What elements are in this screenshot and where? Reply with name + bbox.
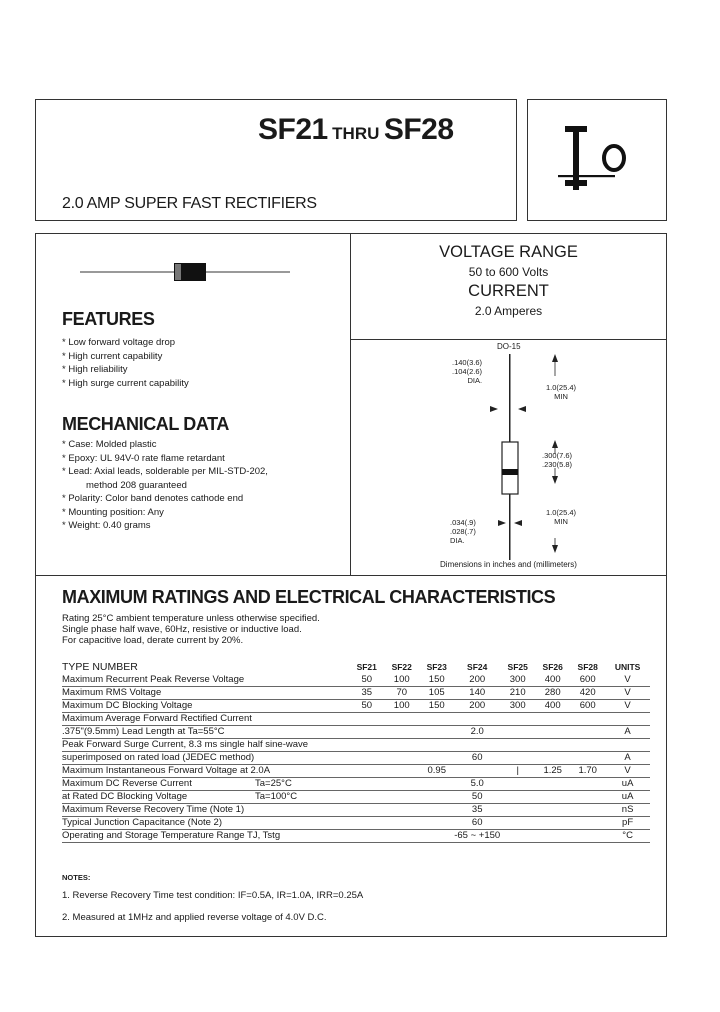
- list-item: * Case: Molded plastic: [62, 439, 157, 450]
- table-row: [62, 765, 650, 778]
- row-label-text: Maximum Instantaneous Forward Voltage at 2.0A: [62, 765, 271, 776]
- cell-value: [349, 726, 384, 739]
- body-len-dim: [542, 451, 572, 469]
- lead-len-bottom-dim: [546, 508, 576, 526]
- cell-value: [570, 713, 605, 726]
- cell-value: [500, 804, 535, 817]
- cell-value: 105: [428, 687, 445, 698]
- ratings-intro: [62, 613, 320, 646]
- note-1: 1. Reverse Recovery Time test condition: IF=0.5A, IR=1.0A, IRR=0.25A: [62, 890, 364, 901]
- note-2: 2. Measured at 1MHz and applied reverse voltage of 4.0V D.C.: [62, 912, 327, 923]
- cell-value: [384, 765, 419, 778]
- cell-value: 2.0: [470, 726, 484, 737]
- cell-value: [454, 765, 500, 778]
- cell-value: [349, 765, 384, 778]
- dim-text: .140(3.6): [452, 358, 483, 367]
- voltage-value: 50 to 600 Volts: [468, 265, 549, 279]
- cell-value: 100: [393, 700, 410, 711]
- column-header: SF24: [467, 662, 488, 672]
- list-item: method 208 guaranteed: [86, 479, 187, 491]
- row-label-text: Maximum Reverse Recovery Time (Note 1): [62, 804, 245, 815]
- row-label: [62, 830, 349, 843]
- cell-value: [384, 830, 419, 843]
- cell-value: |: [516, 765, 519, 776]
- intro-line: For capacitive load, derate current by 20%.: [62, 635, 244, 646]
- cell-value: [535, 752, 570, 765]
- list-item: * Polarity: Color band denotes cathode end: [62, 493, 244, 504]
- table-row: [62, 817, 650, 830]
- cell-value: [349, 804, 384, 817]
- dim-text: .300(7.6): [542, 451, 573, 460]
- column-header: SF28: [577, 662, 598, 672]
- cell-value: [419, 778, 454, 791]
- cell-value: [535, 830, 570, 843]
- cell-value: [419, 817, 454, 830]
- cell-value: 1.25: [543, 765, 562, 776]
- table-row: [62, 804, 650, 817]
- dim-text: MIN: [554, 392, 568, 401]
- dim-text: .230(5.8): [542, 460, 573, 469]
- intro-line: Single phase half wave, 60Hz, resistive or inductive load.: [62, 624, 302, 635]
- cell-unit: nS: [621, 804, 634, 815]
- cell-value: [384, 739, 419, 752]
- table-row: [62, 674, 650, 687]
- table-header-row: [62, 660, 650, 674]
- dim-text: 1.0(25.4): [546, 508, 577, 517]
- cell-unit: uA: [621, 791, 634, 802]
- row-condition: Ta=100°C: [255, 791, 298, 802]
- list-item: * High surge current capability: [62, 377, 189, 389]
- units-header: UNITS: [614, 662, 641, 672]
- row-label-text: Operating and Storage Temperature Range TJ, Tstg: [62, 830, 281, 841]
- table-row: [62, 713, 650, 726]
- cell-value: 50: [361, 674, 373, 685]
- row-label-text: at Rated DC Blocking Voltage: [62, 791, 188, 802]
- dim-text: 1.0(25.4): [546, 383, 577, 392]
- cell-value: [500, 791, 535, 804]
- cell-value: 35: [361, 687, 373, 698]
- cell-unit: V: [624, 765, 631, 776]
- part-title: [258, 113, 454, 147]
- cell-value: 5.0: [470, 778, 484, 789]
- brand-logo: [555, 118, 645, 198]
- cell-value: 420: [579, 687, 596, 698]
- cell-value: [419, 713, 454, 726]
- row-label-text: Maximum DC Reverse Current: [62, 778, 192, 789]
- list-item: * Mounting position: Any: [62, 506, 164, 518]
- cell-value: 50: [471, 791, 483, 802]
- cell-value: [349, 752, 384, 765]
- table-row: [62, 752, 650, 765]
- range-block: [350, 243, 667, 318]
- cell-value: [500, 739, 535, 752]
- cell-value: [384, 752, 419, 765]
- cell-unit: °C: [622, 830, 633, 841]
- table-row: [62, 726, 650, 739]
- cell-value: [419, 791, 454, 804]
- list-item: * Weight: 0.40 grams: [62, 520, 151, 531]
- list-item: * Lead: Axial leads, solderable per MIL-STD-202,: [62, 466, 268, 477]
- table-row: [62, 778, 650, 791]
- row-label: [62, 778, 349, 791]
- table-row: [62, 687, 650, 700]
- cell-unit: pF: [622, 817, 634, 828]
- list-item: * High current capability: [62, 350, 163, 362]
- cell-value: [500, 817, 535, 830]
- table-row: [62, 830, 650, 843]
- current-title: CURRENT: [468, 282, 549, 300]
- cell-value: 100: [393, 674, 410, 685]
- cell-unit: A: [624, 726, 631, 737]
- cell-value: 600: [579, 674, 596, 685]
- cell-value: 280: [544, 687, 561, 698]
- cell-value: [500, 830, 535, 843]
- features-list: [62, 336, 189, 390]
- cell-value: [384, 713, 419, 726]
- cell-value: [500, 713, 535, 726]
- column-header: SF22: [391, 662, 412, 672]
- voltage-title: VOLTAGE RANGE: [439, 243, 578, 261]
- mechanical-list: [62, 438, 268, 533]
- cell-value: [570, 752, 605, 765]
- list-item: * Epoxy: UL 94V-0 rate flame retardant: [62, 452, 225, 464]
- cell-value: 200: [469, 700, 486, 711]
- cell-value: 150: [428, 700, 445, 711]
- cell-unit: A: [624, 752, 631, 763]
- ratings-title: MAXIMUM RATINGS AND ELECTRICAL CHARACTERISTICS: [62, 587, 556, 607]
- row-label: [62, 700, 349, 713]
- ratings-body: [62, 674, 650, 843]
- package-name: DO-15: [497, 342, 521, 351]
- cell-value: [570, 830, 605, 843]
- cell-value: [384, 804, 419, 817]
- dim-text: .104(2.6): [452, 367, 483, 376]
- row-label-text: Maximum Recurrent Peak Reverse Voltage: [62, 674, 245, 685]
- row-label: [62, 726, 349, 739]
- features-title: FEATURES: [62, 309, 155, 329]
- cell-value: [570, 778, 605, 791]
- row-label-text: .375"(9.5mm) Lead Length at Ta=55°C: [62, 726, 225, 737]
- cell-value: [419, 726, 454, 739]
- row-label: [62, 804, 349, 817]
- column-header: SF23: [426, 662, 447, 672]
- ratings-table: [62, 660, 650, 843]
- dim-text: .028(.7): [450, 527, 476, 536]
- cell-value: [384, 726, 419, 739]
- row-condition: Ta=25°C: [255, 778, 292, 789]
- cell-value: [349, 817, 384, 830]
- row-label-text: Typical Junction Capacitance (Note 2): [62, 817, 222, 828]
- cell-unit: [605, 739, 650, 752]
- list-item: * High reliability: [62, 364, 128, 375]
- cell-value: [454, 713, 500, 726]
- thru-label: THRU: [332, 124, 380, 143]
- body-dia-dim: [452, 358, 482, 385]
- cell-value: [349, 830, 384, 843]
- row-label: [62, 752, 349, 765]
- cell-value: [349, 778, 384, 791]
- cell-unit: [605, 713, 650, 726]
- row-label: [62, 791, 349, 804]
- cell-value: [419, 804, 454, 817]
- table-row: [62, 700, 650, 713]
- dim-text: MIN: [554, 517, 568, 526]
- cell-value: [419, 752, 454, 765]
- cell-value: [454, 739, 500, 752]
- cell-value: 210: [509, 687, 526, 698]
- cell-value: 35: [471, 804, 483, 815]
- cell-value: [535, 739, 570, 752]
- cell-value: [570, 791, 605, 804]
- intro-line: Rating 25°C ambient temperature unless otherwise specified.: [62, 613, 320, 624]
- cell-value: [419, 739, 454, 752]
- row-label: [62, 713, 349, 726]
- dim-text: DIA.: [450, 536, 465, 545]
- part-end: SF28: [383, 113, 454, 146]
- row-label: [62, 817, 349, 830]
- cell-value: 400: [544, 674, 561, 685]
- row-label-text: Peak Forward Surge Current, 8.3 ms single half sine-wave: [62, 739, 309, 750]
- cell-value: [419, 830, 454, 843]
- cell-value: [384, 778, 419, 791]
- cell-value: [384, 791, 419, 804]
- row-label-text: Maximum RMS Voltage: [62, 687, 162, 698]
- cell-value: -65 ~ +150: [454, 830, 501, 841]
- cell-value: [535, 791, 570, 804]
- package-caption: Dimensions in inches and (millimeters): [440, 560, 577, 569]
- cell-unit: V: [624, 674, 631, 685]
- cell-value: 150: [428, 674, 445, 685]
- cell-value: 600: [579, 700, 596, 711]
- lead-dia-dim: [450, 518, 476, 545]
- part-start: SF21: [258, 113, 328, 146]
- lead-len-top-dim: [546, 383, 576, 401]
- subtitle: 2.0 AMP SUPER FAST RECTIFIERS: [62, 195, 317, 212]
- cell-value: 1.70: [578, 765, 597, 776]
- cell-unit: V: [624, 700, 631, 711]
- type-label: TYPE NUMBER: [62, 661, 138, 673]
- cell-value: [500, 752, 535, 765]
- cell-value: [535, 817, 570, 830]
- cell-value: [349, 713, 384, 726]
- cell-value: [570, 739, 605, 752]
- cell-value: [349, 739, 384, 752]
- cell-value: [535, 778, 570, 791]
- cell-value: 60: [471, 817, 483, 828]
- notes-title: NOTES:: [62, 873, 91, 882]
- column-header: SF25: [507, 662, 528, 672]
- row-label-text: superimposed on rated load (JEDEC method): [62, 752, 255, 763]
- mechanical-title: MECHANICAL DATA: [62, 414, 229, 434]
- row-label: [62, 687, 349, 700]
- row-label: [62, 739, 349, 752]
- column-header: SF26: [542, 662, 563, 672]
- cell-value: [570, 804, 605, 817]
- row-label: [62, 674, 349, 687]
- cell-value: 50: [361, 700, 373, 711]
- cell-value: [500, 726, 535, 739]
- cell-value: 300: [509, 700, 526, 711]
- cell-value: 70: [396, 687, 408, 698]
- cell-value: 200: [469, 674, 486, 685]
- table-row: [62, 739, 650, 752]
- cell-value: [535, 804, 570, 817]
- dim-text: DIA.: [467, 376, 483, 385]
- cell-value: [384, 817, 419, 830]
- cell-value: 0.95: [427, 765, 446, 776]
- cell-value: [570, 726, 605, 739]
- cell-value: 400: [544, 700, 561, 711]
- cell-value: 60: [471, 752, 483, 763]
- cell-value: 140: [469, 687, 486, 698]
- cell-value: [570, 817, 605, 830]
- cell-value: [535, 726, 570, 739]
- column-header: SF21: [356, 662, 377, 672]
- list-item: * Low forward voltage drop: [62, 337, 176, 348]
- cell-value: [349, 791, 384, 804]
- row-label: [62, 765, 349, 778]
- diode-illustration: [80, 260, 290, 284]
- dim-text: .034(.9): [450, 518, 476, 527]
- cell-unit: uA: [621, 778, 634, 789]
- cell-value: 300: [509, 674, 526, 685]
- cell-unit: V: [624, 687, 631, 698]
- table-row: [62, 791, 650, 804]
- row-label-text: Maximum Average Forward Rectified Current: [62, 713, 252, 724]
- row-label-text: Maximum DC Blocking Voltage: [62, 700, 193, 711]
- cell-value: [535, 713, 570, 726]
- current-value: 2.0 Amperes: [474, 304, 543, 318]
- cell-value: [500, 778, 535, 791]
